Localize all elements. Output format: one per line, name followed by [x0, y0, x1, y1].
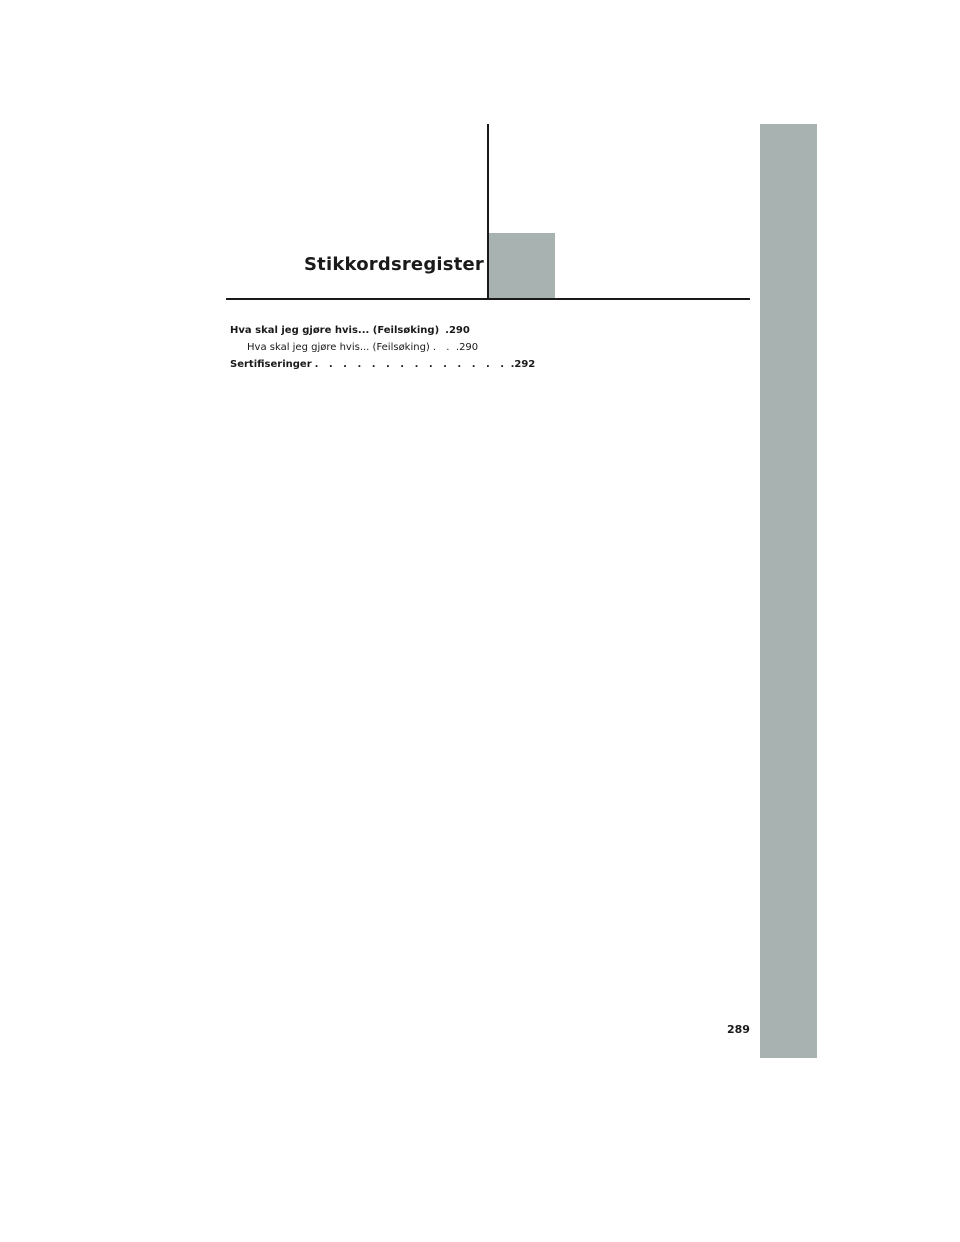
toc-subentry-label: Hva skal jeg gjøre hvis... (Feilsøking) [247, 342, 430, 353]
header-gray-box [489, 233, 555, 299]
toc-subentry[interactable] [230, 339, 479, 356]
toc-entry-page: .290 [445, 325, 470, 336]
header-horizontal-rule [226, 298, 750, 300]
toc-entry[interactable] [230, 356, 536, 373]
section-title: Stikkordsregister [304, 254, 484, 275]
table-of-contents [230, 322, 536, 373]
toc-subentry-page: .290 [455, 342, 479, 353]
toc-entry-page: .292 [510, 359, 536, 370]
toc-entry[interactable] [230, 322, 468, 339]
toc-entry-label: Sertifiseringer [230, 359, 312, 370]
toc-entry-label: Hva skal jeg gjøre hvis... (Feilsøking) [230, 325, 440, 336]
toc-entry-leader: . . . . . . . . . . . . . . [314, 359, 508, 370]
toc-subentry-leader: . . [432, 342, 453, 353]
chapter-side-tab [760, 124, 817, 1058]
page-number: 289 [727, 1023, 750, 1036]
